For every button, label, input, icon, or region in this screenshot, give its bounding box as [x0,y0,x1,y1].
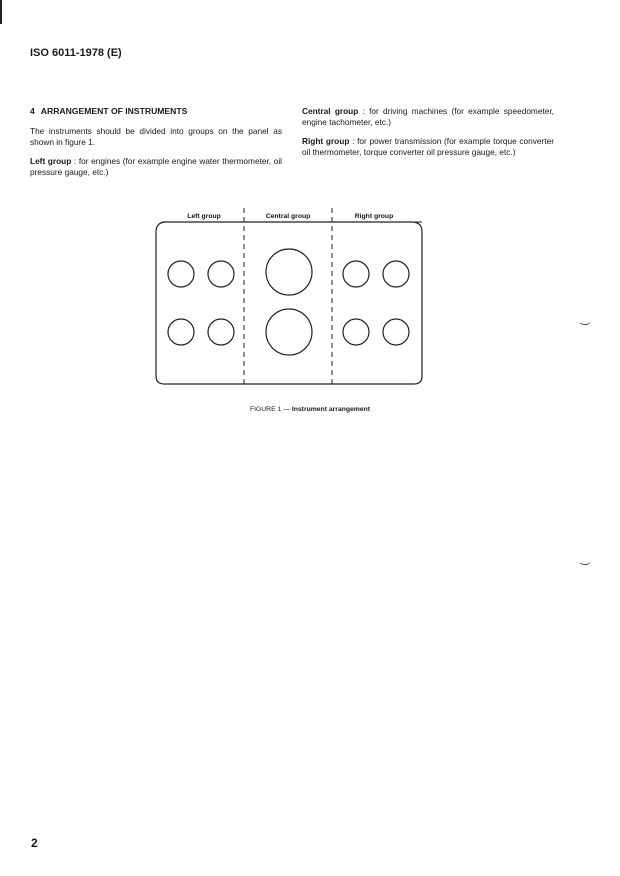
gauge-right-bottom-2 [383,319,409,345]
gauge-right-top-1 [343,261,369,287]
left-group-text: : for engines (for example engine water thermometer, oil pressure gauge, etc.) [30,156,282,177]
right-column [302,106,554,166]
gauge-left-top-1 [168,261,194,287]
central-group-text: : for driving machines (for example speedometer, engine tachometer, etc.) [302,106,554,127]
left-group-term: Left group [30,156,72,166]
section-intro: The instruments should be divided into groups on the panel as shown in figure 1. [30,126,282,147]
figure-label-left-group: Left group [187,213,221,220]
figure-label-right-group: Right group [354,213,394,220]
margin-scan-mark-2 [579,558,591,565]
left-group-paragraph [30,156,282,178]
figure-label-central-group: Central group [265,213,311,220]
figure-instrument-arrangement [150,204,430,394]
gauge-left-top-2 [208,261,234,287]
instrument-panel-diagram [150,204,430,394]
left-column [30,106,282,186]
section-title: ARRANGEMENT OF INSTRUMENTS [40,106,188,116]
figure-caption-title: Instrument arrangement [291,406,371,413]
right-group-text: : for power transmission (for example torque converter oil thermometer, torque converter oil pressure gauge, etc.) [302,136,554,157]
gauge-left-bottom-1 [168,319,194,345]
central-group-term: Central group [302,106,359,116]
margin-scan-mark-1 [579,318,591,325]
gauge-central-top [266,249,312,295]
right-group-paragraph [302,136,554,158]
figure-caption [0,406,620,413]
gauge-right-top-2 [383,261,409,287]
right-group-term: Right group [302,136,350,146]
gauge-central-bottom [266,309,312,355]
panel-outline [156,222,422,384]
document-code: ISO 6011-1978 (E) [30,47,122,59]
section-number: 4 [30,106,35,116]
section-heading [30,106,282,117]
gauge-right-bottom-1 [343,319,369,345]
gauge-left-bottom-2 [208,319,234,345]
figure-caption-number: FIGURE 1 — [249,406,292,413]
page-edge-mark [0,0,2,24]
central-group-paragraph [302,106,554,128]
page-number: 2 [31,836,38,850]
